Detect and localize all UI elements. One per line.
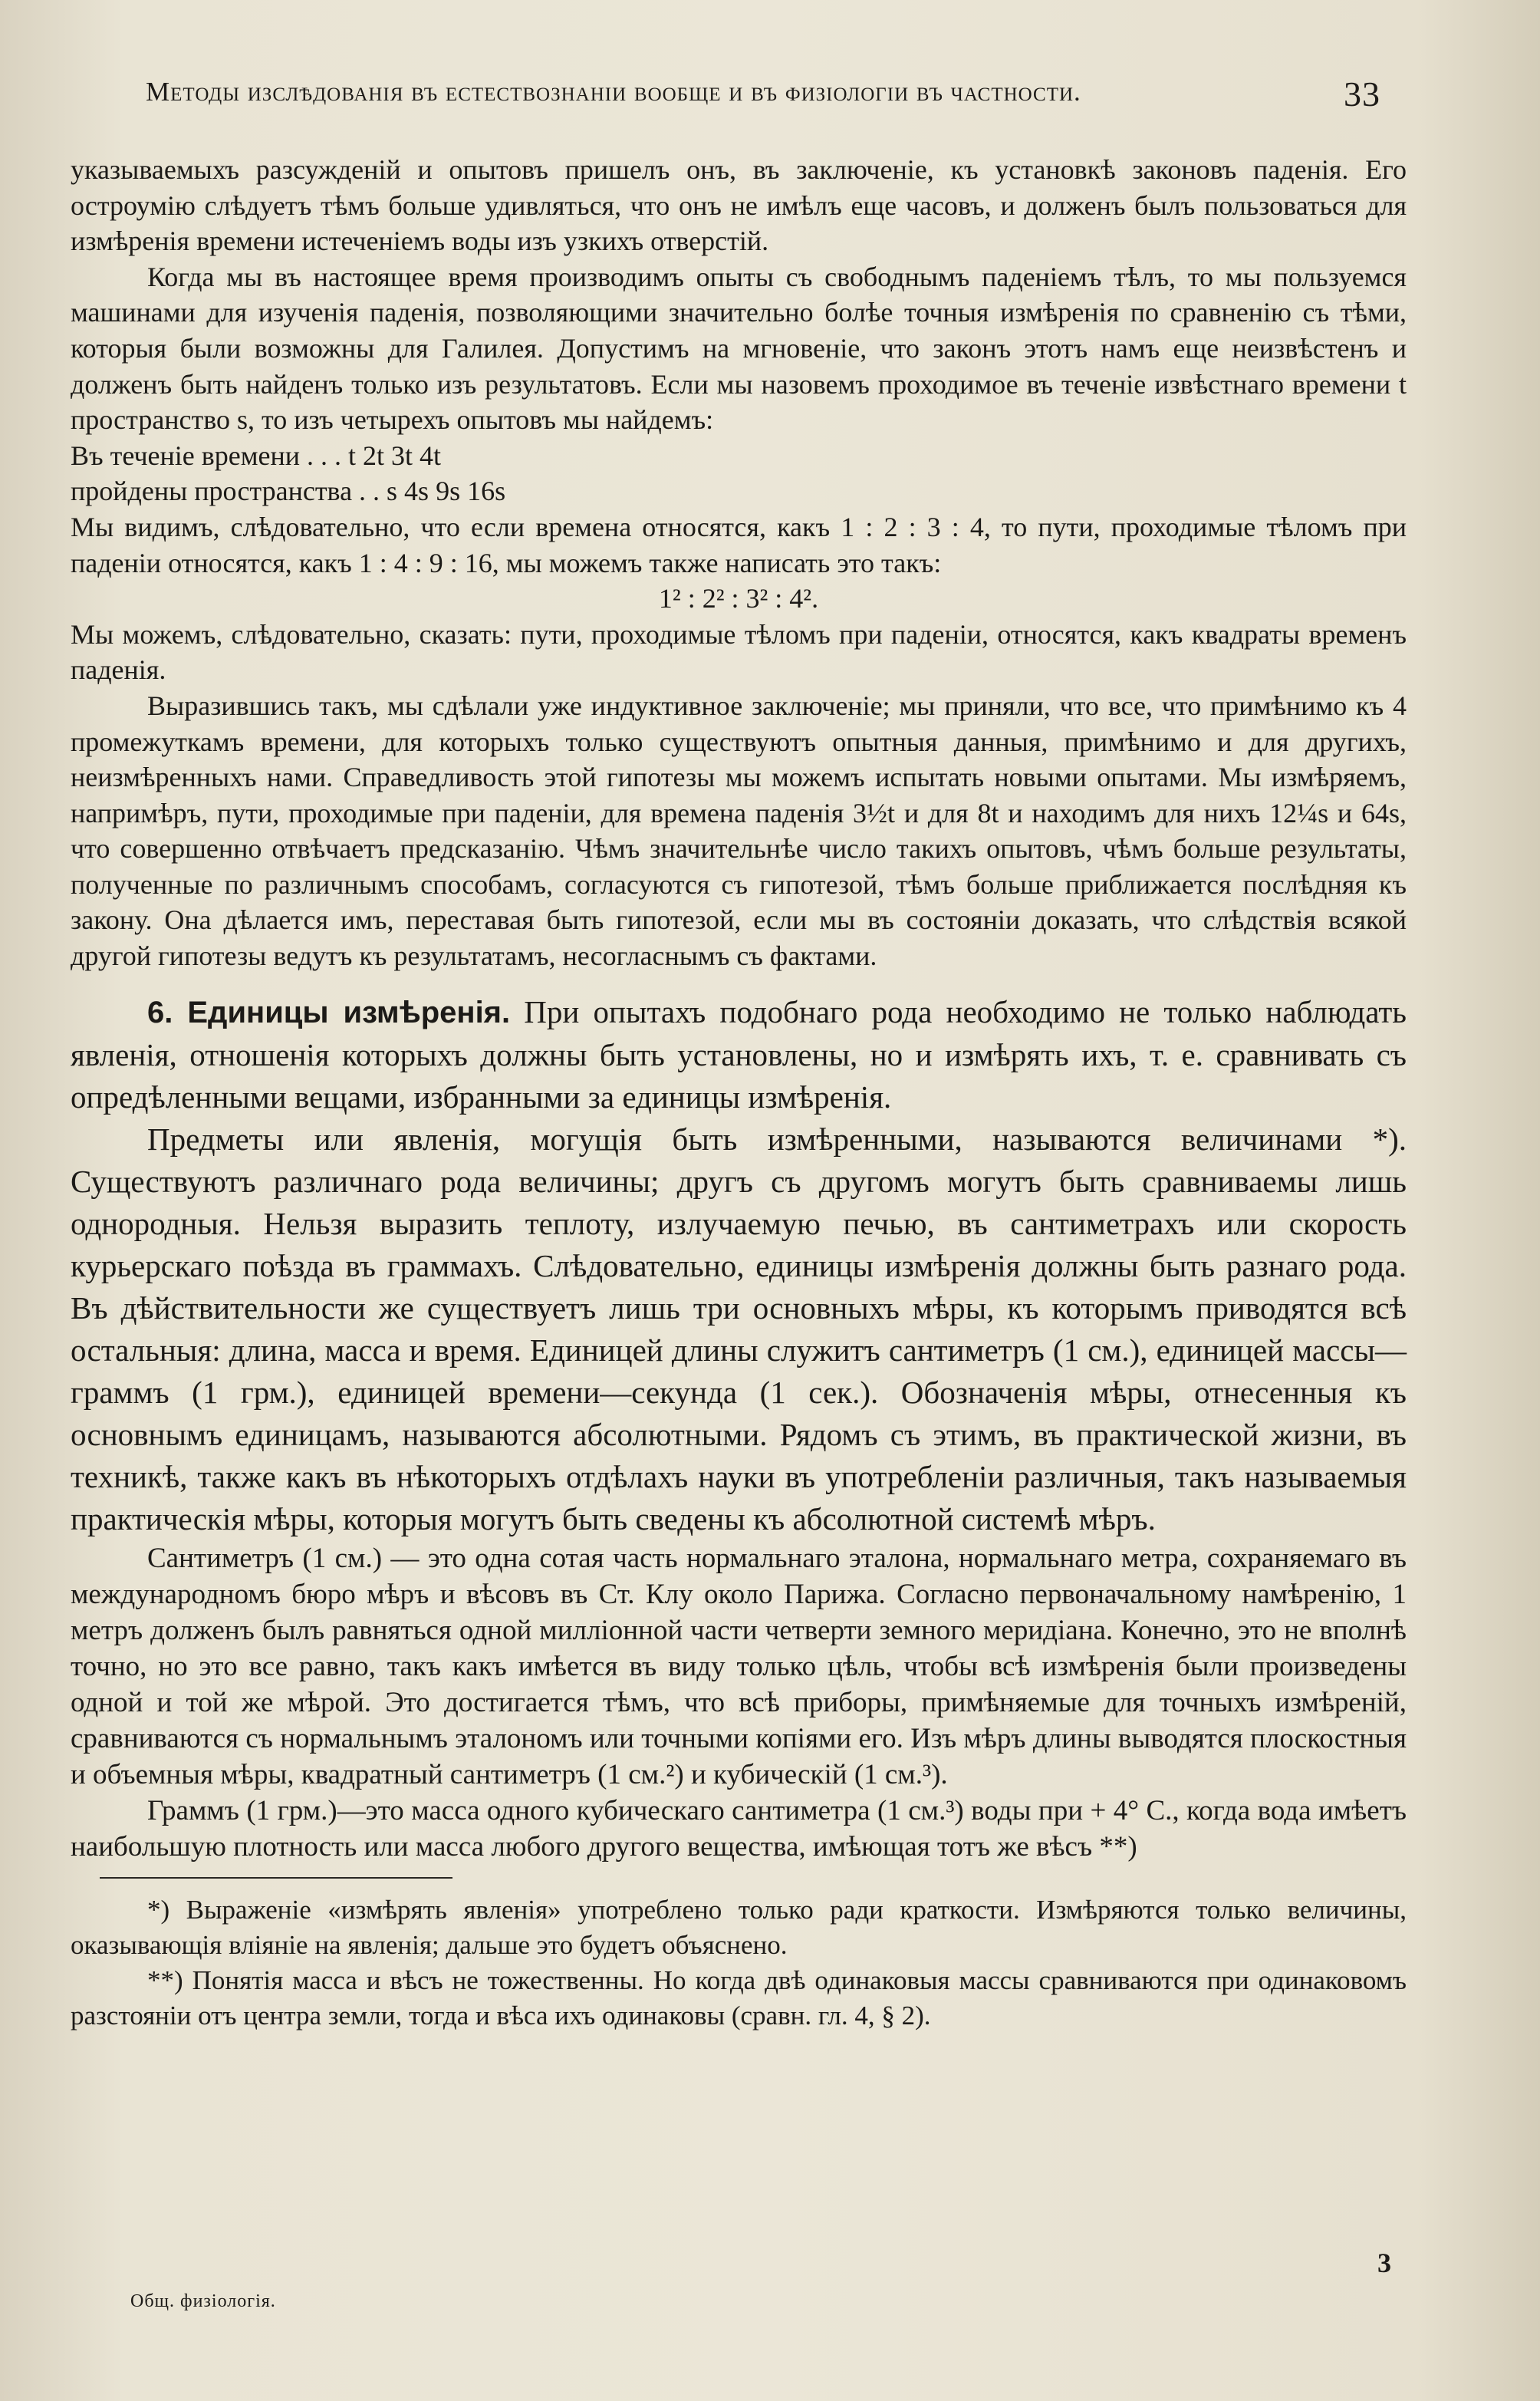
footnote-2: **) Понятія масса и вѣсъ не тожественны. Но когда двѣ одинаковыя массы сравниваются при одинаковомъ разстояніи отъ центра земли, тогда и вѣса ихъ одинаковы (сравн. гл. 4, § 2). <box>71 1965 1407 2030</box>
paragraph-gram: Граммъ (1 грм.)—это масса одного кубическаго сантиметра (1 см.³) воды при + 4° С., когда вода имѣетъ наибольшую плотность или масса любого другого вещества, имѣющая тотъ же вѣсъ **) <box>71 1794 1407 1863</box>
main-text <box>71 152 1407 2034</box>
equation-squares: 1² : 2² : 3² : 4². <box>658 583 819 614</box>
paragraph-ratios: Мы видимъ, слѣдовательно, что если времена относятся, какъ 1 : 2 : 3 : 4, то пути, проходимые тѣломъ при паденіи относятся, какъ 1 : 4 : 9 : 16, мы можемъ также написать это такъ: <box>71 511 1407 578</box>
page-number: 33 <box>1344 74 1380 114</box>
table-row-distance: пройдены пространства . . s 4s 9s 16s <box>71 476 506 507</box>
paragraph-law-statement: Мы можемъ, слѣдовательно, сказать: пути, проходимые тѣломъ при паденіи, относятся, какъ квадраты временъ паденія. <box>71 618 1407 686</box>
footnote-divider <box>100 1877 452 1879</box>
signature-mark: 3 <box>1377 2248 1391 2278</box>
section-units <box>71 991 1407 1540</box>
paragraph-measurement: При опытахъ подобнаго рода необходимо не только наблюдать явленія, отношенія которыхъ должны быть установлены, но и измѣрять ихъ, т. е. сравнивать съ опредѣленными вещами, избранными за единицы измѣренія. <box>71 993 1407 1115</box>
section-heading: 6. Единицы измѣренія. <box>147 995 511 1029</box>
paragraph-induction: Выразившись такъ, мы сдѣлали уже индуктивное заключеніе; мы приняли, что все, что примѣнимо къ 4 промежуткамъ времени, для которыхъ только существуютъ опытныя данныя, примѣнимо и для другихъ, неизмѣренныхъ нами. Справедливость этой гипотезы мы можемъ испытать новыми опытами. Мы измѣряемъ, напримѣръ, пути, проходимые при паденіи, для времена паденія 3½t и для 8t и находимъ для нихъ 12¼s и 64s, что совершенно отвѣчаетъ предсказанію. Чѣмъ значительнѣе число такихъ опытовъ, чѣмъ больше результаты, полученные по различнымъ способамъ, согласуются съ гипотезой, тѣмъ больше приближается послѣдняя къ закону. Она дѣлается имъ, переставая быть гипотезой, если мы въ состояніи доказать, что слѣдствія всякой другой гипотезы ведутъ къ результатамъ, несогласнымъ съ фактами. <box>71 690 1407 972</box>
table-row-time: Въ теченіе времени . . . t 2t 3t 4t <box>71 440 442 471</box>
section-units-definitions <box>71 1540 1407 1865</box>
footnotes <box>71 1892 1407 2034</box>
paragraph-quantities: Предметы или явленія, могущія быть измѣренными, называются величинами *). Существуютъ различнаго рода величины; другъ съ другомъ могутъ быть сравниваемы лишь однородныя. Нельзя выразить теплоту, излучаемую печью, въ сантиметрахъ или скорость курьерскаго поѣзда въ граммахъ. Слѣдовательно, единицы измѣренія должны быть разнаго рода. Въ дѣйствительности же существуетъ лишь три основныхъ мѣры, къ которымъ приводятся всѣ остальныя: длина, масса и время. Единицей длины служитъ сантиметръ (1 см.), единицей массы—граммъ (1 грм.), единицей времени—секунда (1 сек.). Обозначенія мѣры, отнесенныя къ основнымъ единицамъ, называются абсолютными. Рядомъ съ этимъ, въ практической жизни, въ техникѣ, также какъ въ нѣкоторыхъ отдѣлахъ науки въ употребленіи различныя, такъ называемыя практическія мѣры, которыя могутъ быть сведены къ абсолютной системѣ мѣръ. <box>71 1121 1407 1536</box>
paragraph-falling-experiments: Когда мы въ настоящее время производимъ опыты съ свободнымъ паденіемъ тѣлъ, то мы пользуемся машинами для изученія паденія, позволяющими значительно болѣе точныя измѣренія по сравненію съ тѣми, которыя были возможны для Галилея. Допустимъ на мгновеніе, что законъ этотъ намъ еще неизвѣстенъ и долженъ быть найденъ только изъ результатовъ. Если мы назовемъ проходимое въ теченіе извѣстнаго времени t пространство s, то изъ четырехъ опытовъ мы найдемъ: <box>71 261 1407 436</box>
signature-title: Общ. физіологія. <box>130 2291 276 2311</box>
footnote-1: *) Выраженіе «измѣрять явленія» употреблено только ради краткости. Измѣряются только величины, оказывающія вліяніе на явленія; дальше это будетъ объяснено. <box>71 1894 1407 1960</box>
running-header <box>146 74 1380 114</box>
paragraph-centimetre: Сантиметръ (1 см.) — это одна сотая часть нормальнаго эталона, нормальнаго метра, сохраняемаго въ международномъ бюро мѣръ и вѣсовъ въ Ст. Клу около Парижа. Согласно первоначальному намѣренію, 1 метръ долженъ былъ равняться одной милліонной части четверти земного меридіана. Конечно, это не вполнѣ точно, но это все равно, такъ какъ имѣется въ виду только цѣль, чтобы всѣ измѣренія были произведены одной и той же мѣрой. Это достигается тѣмъ, что всѣ приборы, примѣняемые для точныхъ измѣреній, сравниваются съ нормальнымъ эталономъ или точными копіями его. Изъ мѣръ длины выводятся плоскостныя и объемныя мѣры, квадратный сантиметръ (1 см.²) и кубическій (1 см.³). <box>71 1542 1407 1790</box>
running-title: Методы изслѣдованія въ естествознаніи вообще и въ физіологіи въ частности. <box>146 77 1081 107</box>
paragraph-continuation: указываемыхъ разсужденій и опытовъ пришелъ онъ, въ заключеніе, къ установкѣ законовъ паденія. Его остроумію слѣдуетъ тѣмъ больше удивляться, что онъ не имѣлъ еще часовъ, и долженъ былъ пользоваться для измѣренія времени истеченіемъ воды изъ узкихъ отверстій. <box>71 154 1407 257</box>
